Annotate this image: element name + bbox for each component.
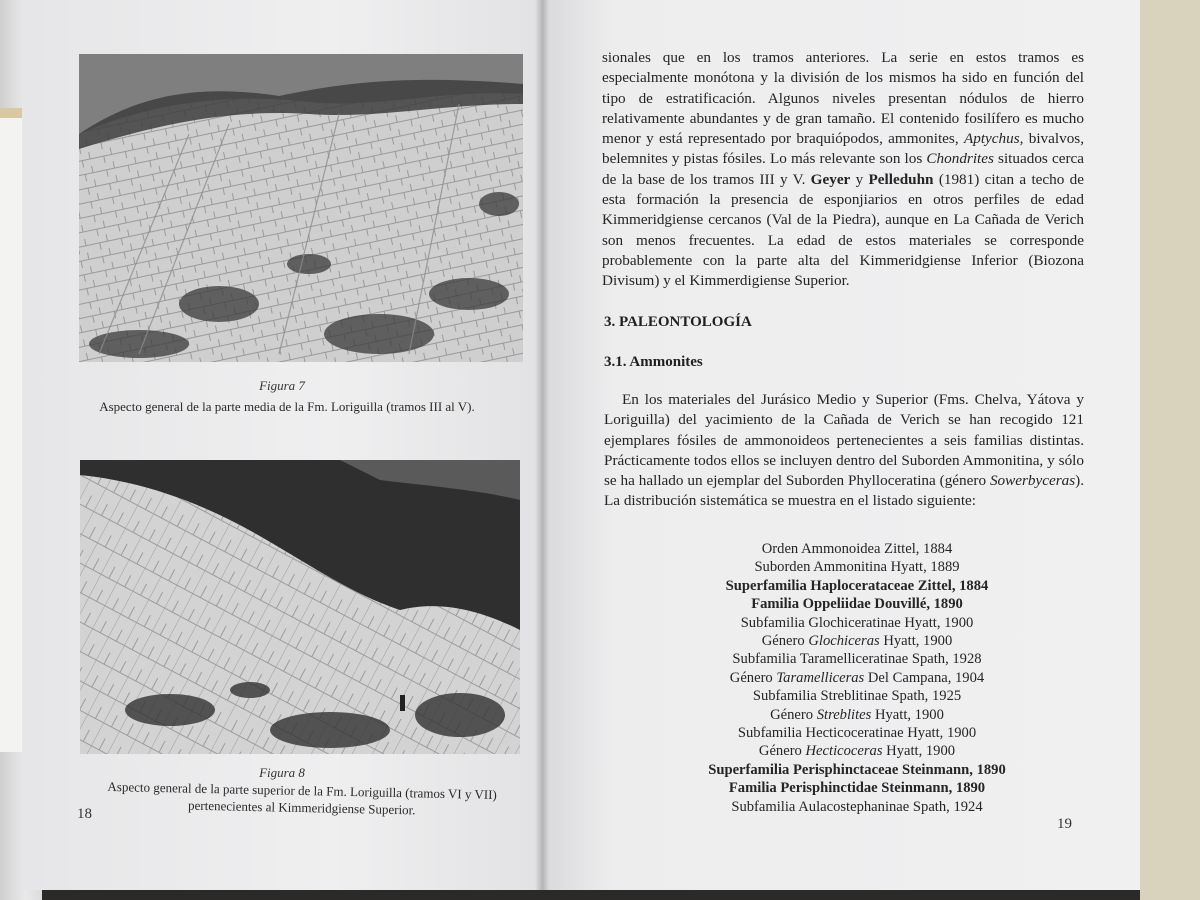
taxon-line: Subfamilia Taramelliceratinae Spath, 1928 (732, 651, 982, 668)
para1-bold-geyer: Geyer (810, 170, 851, 188)
para1-bold-pelleduhn: Pelleduhn (868, 170, 934, 188)
para2-italic-sowerbyceras: Sowerbyceras (989, 472, 1076, 490)
figure-8-caption: Aspecto general de la parte superior de la Fm. Loriguilla (tramos VI y VII) pertenecientes al Kimmeridgiense Superior. (107, 778, 497, 818)
taxon-rank: Género (761, 633, 809, 650)
taxon-line: Subfamilia Glochiceratinae Hyatt, 1900 (740, 614, 974, 631)
taxon-author: Del Campana, 1904 (864, 669, 985, 686)
taxon-rank: Género (758, 743, 806, 760)
left-page (22, 0, 542, 890)
para2-text: ). La distribución sistemática se muestra en el listado siguiente: (604, 472, 1084, 510)
taxon-line: Subfamilia Hecticoceratinae Hyatt, 1900 (737, 725, 977, 742)
taxon-line: Familia Perisphinctidae Steinmann, 1890 (728, 780, 986, 797)
subsection-heading: 3.1. Ammonites (604, 354, 703, 370)
page-number-left: 18 (77, 806, 92, 822)
figure-8-label: Figura 8 (259, 765, 305, 780)
taxon-line (642, 632, 1072, 650)
taxon-line: Orden Ammonoidea Zittel, 1884 (761, 541, 953, 557)
taxon-line: Superfamilia Haplocerataceae Zittel, 1884 (725, 577, 989, 594)
para2-text: En los materiales del Jurásico Medio y Superior (Fms. Chelva, Yátova y Loriguilla) del yacimiento de la Cañada de Verich se han recogido 121 ejemplares fósiles de ammonoideos pertenecientes a seis familias distintas. Prácticamente todos ellos se incluyen dentro del Suborden Ammonitina, y sólo se ha hallado un ejemplar del Suborden Phylloceratina (género (604, 391, 1084, 490)
para1-text: situados cerca de la base de los tramos III y V. (602, 150, 1084, 188)
taxonomy-list (642, 540, 1072, 816)
right-page (542, 0, 1140, 890)
taxon-author: Hyatt, 1900 (879, 633, 953, 650)
taxon-line: Superfamilia Perisphinctaceae Steinmann, 1890 (708, 761, 1006, 778)
paragraph-2 (604, 390, 1084, 512)
figure-7-caption: Aspecto general de la parte media de la Fm. Loriguilla (tramos III al V). (99, 399, 475, 414)
section-heading: 3. PALEONTOLOGÍA (604, 314, 752, 330)
para1-text: , bivalvos, belemnites y pistas fósiles. Lo más relevante son los (602, 130, 1084, 168)
taxon-genus: Glochiceras (808, 633, 880, 650)
figure-7-photo (79, 54, 523, 362)
figure-8-photo (80, 460, 520, 754)
taxon-line: Subfamilia Streblitinae Spath, 1925 (752, 688, 962, 705)
background-surface (1140, 0, 1200, 900)
taxon-author: Hyatt, 1900 (871, 706, 944, 723)
taxon-genus: Hecticoceras (805, 743, 883, 760)
taxon-line: Subfamilia Aulacostephaninae Spath, 1924 (731, 798, 983, 815)
taxon-author: Hyatt, 1900 (882, 743, 956, 760)
taxon-genus: Streblites (816, 706, 872, 723)
taxon-line (642, 669, 1072, 687)
page-number-right: 19 (1057, 816, 1072, 832)
paragraph-1 (602, 48, 1084, 292)
taxon-rank: Género (729, 669, 777, 686)
taxon-line: Familia Oppeliidae Douvillé, 1890 (751, 596, 963, 613)
para1-text: y (850, 170, 869, 188)
para1-italic-aptychus: Aptychus (963, 130, 1020, 148)
taxon-line (642, 742, 1072, 760)
para1-text: sionales que en los tramos anteriores. La serie en estos tramos es especialmente monótona y la división de los mismos ha sido en función del tipo de estratificación. Algunos niveles presentan nódulos de hierro relativamente abundantes y de gran tamaño. El contenido fosilífero es mucho menor y está representado por braquiópodos, ammonites, (602, 49, 1084, 148)
para1-italic-chondrites: Chondrites (926, 150, 994, 168)
para1-text: (1981) citan a techo de esta formación la presencia de esponjiarios en otros perfiles de edad Kimmeridgiense cercanos (Val de la Piedra), aunque en La Cañada de Verich son menos frecuentes. La edad de estos materiales se corresponde probablemente con la parte alta del Kimmeridgiense Inferior (Biozona Divisum) y el Kimmerdigiense Superior. (602, 170, 1084, 290)
figure-7-label: Figura 7 (259, 378, 305, 393)
taxon-rank: Género (770, 706, 817, 723)
taxon-genus: Taramelliceras (776, 669, 865, 686)
book-gutter-shadow (535, 0, 549, 890)
taxon-line (642, 706, 1072, 724)
taxon-line: Suborden Ammonitina Hyatt, 1889 (754, 559, 960, 576)
